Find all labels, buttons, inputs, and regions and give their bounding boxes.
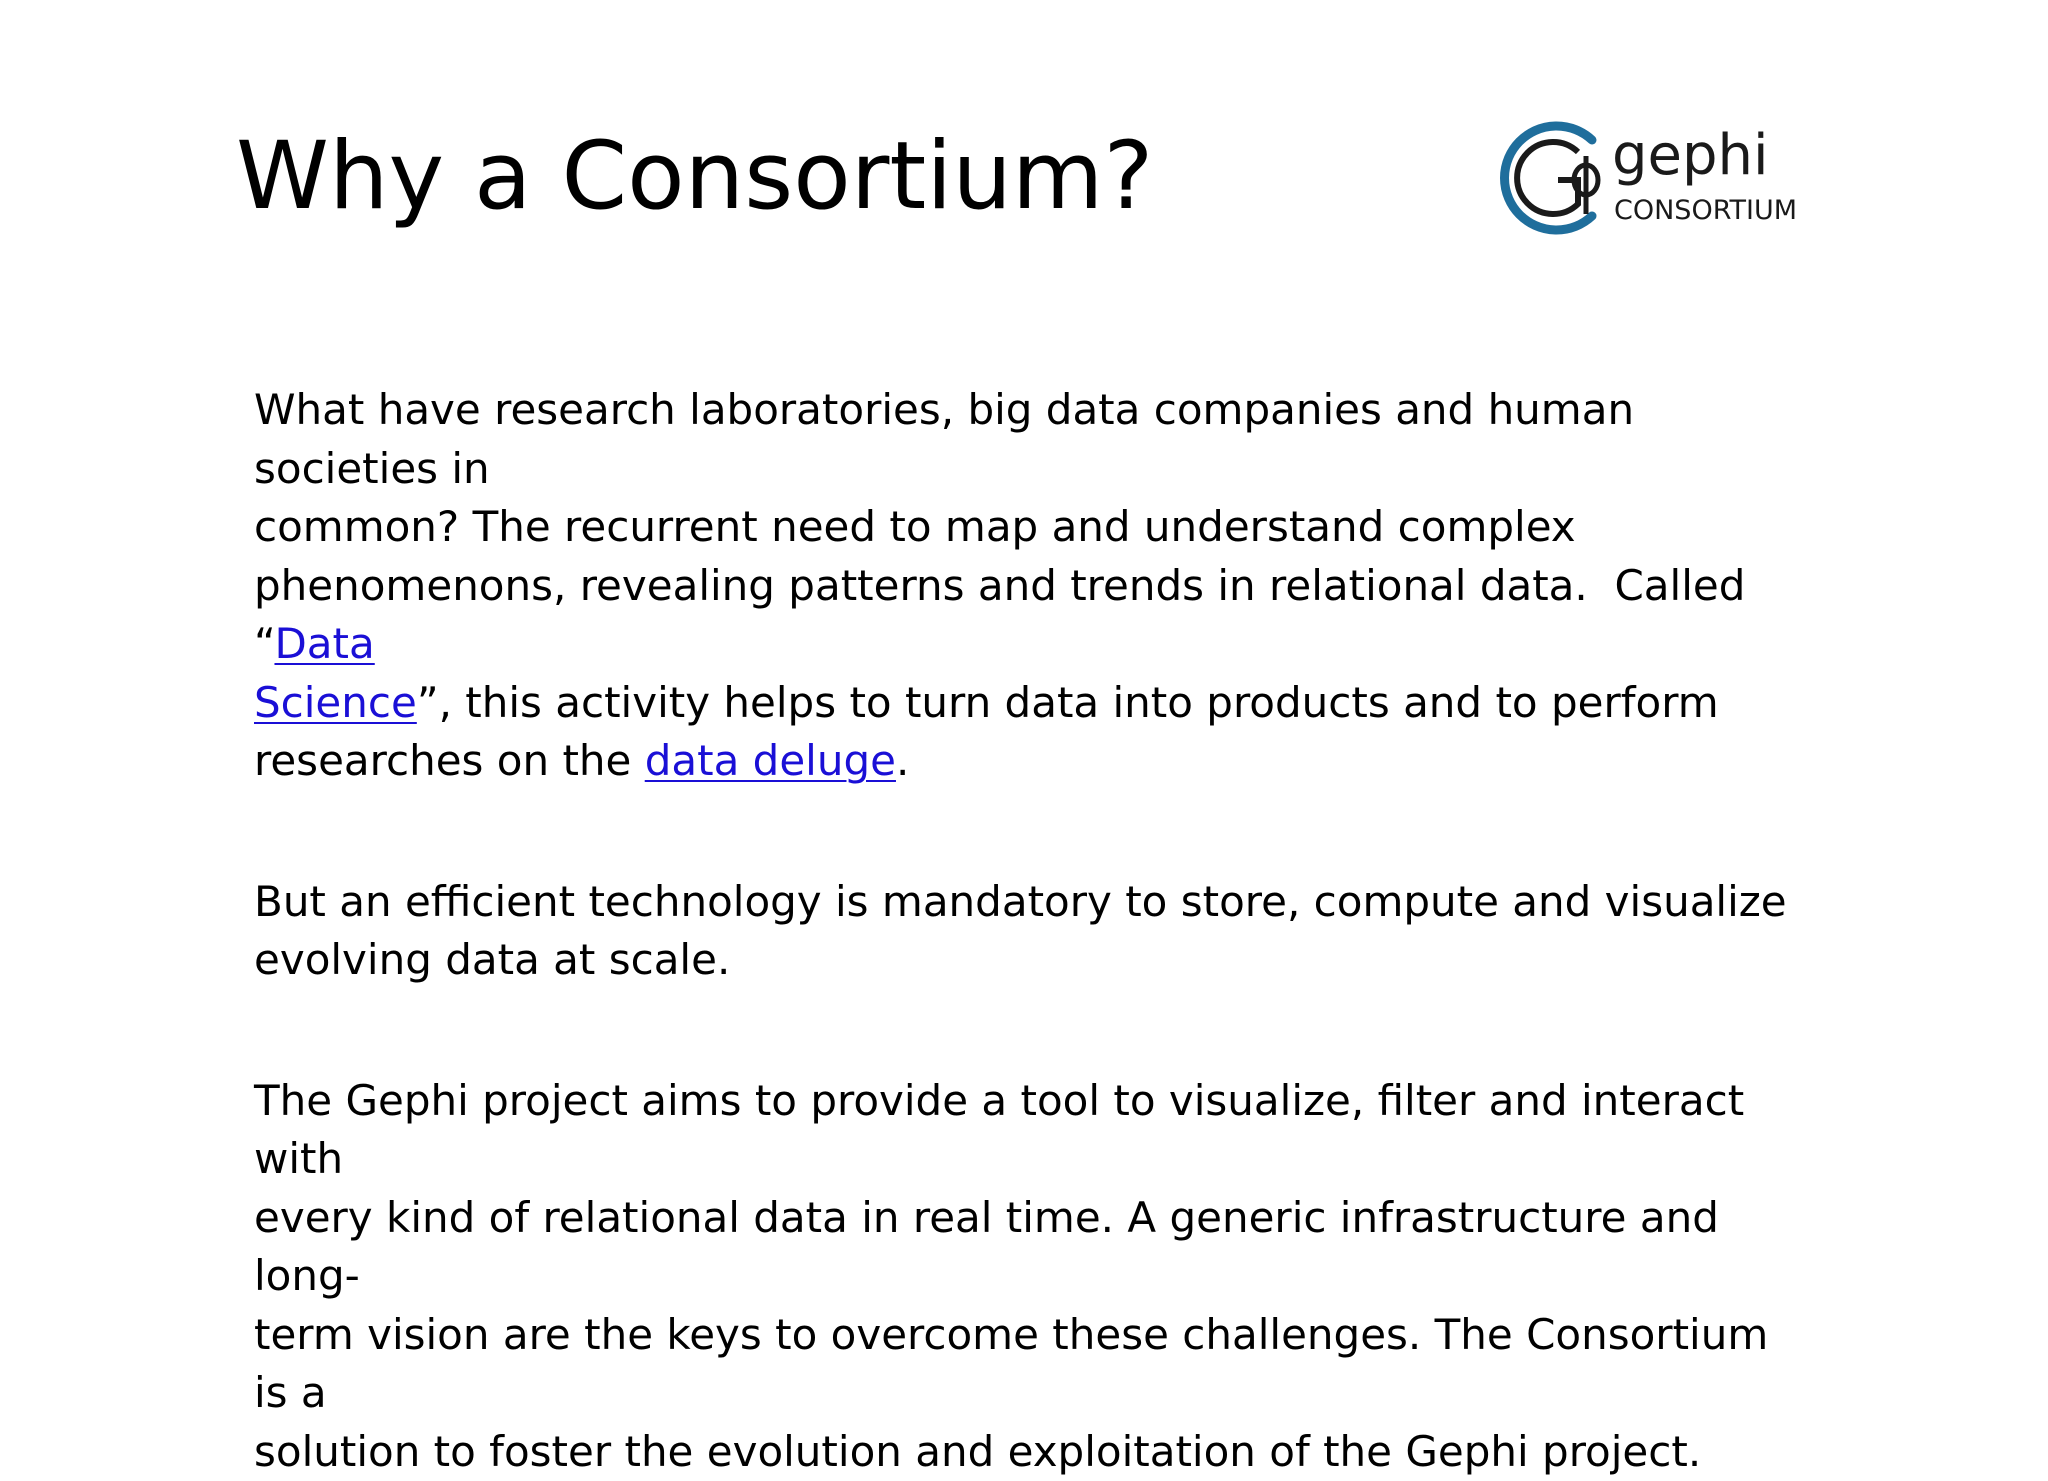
paragraph-technology	[254, 873, 1814, 990]
p3-line3: term vision are the keys to overcome these challenges. The Consortium is a	[254, 1310, 1768, 1418]
p3-line2: every kind of relational data in real time. A generic infrastructure and long-	[254, 1193, 1719, 1301]
p1-line5-end: .	[896, 736, 909, 785]
p1-line1: What have research laboratories, big data companies and human societies in	[254, 385, 1634, 493]
logo-subtitle: CONSORTIUM	[1614, 195, 1797, 226]
data-science-link-continued[interactable]: Science	[254, 678, 417, 727]
data-deluge-link[interactable]: data deluge	[645, 736, 896, 785]
p1-line4: ”, this activity helps to turn data into products and to perform	[417, 678, 1719, 727]
p3-line1: The Gephi project aims to provide a tool to visualize, filter and interact with	[254, 1076, 1744, 1184]
logo-wordmark: gephi	[1612, 123, 1769, 188]
gephi-logo-icon	[1480, 118, 1840, 238]
paragraph-gephi-project	[254, 1072, 1814, 1481]
p1-line3: phenomenons, revealing patterns and trends in relational data. Called “	[254, 561, 1745, 669]
gephi-consortium-logo	[1480, 118, 1840, 238]
paragraph-data-science	[254, 381, 1814, 791]
p2-line2: evolving data at scale.	[254, 935, 730, 984]
slide-title: Why a Consortium?	[236, 130, 1153, 224]
p2-line1: But an efficient technology is mandatory to store, compute and visualize	[254, 877, 1787, 926]
p1-line2: common? The recurrent need to map and understand complex	[254, 502, 1576, 551]
p3-line4: solution to foster the evolution and exploitation of the Gephi project.	[254, 1427, 1701, 1476]
data-science-link[interactable]: Data	[274, 619, 374, 668]
p1-line5: researches on the	[254, 736, 645, 785]
slide-body	[254, 381, 1814, 1481]
